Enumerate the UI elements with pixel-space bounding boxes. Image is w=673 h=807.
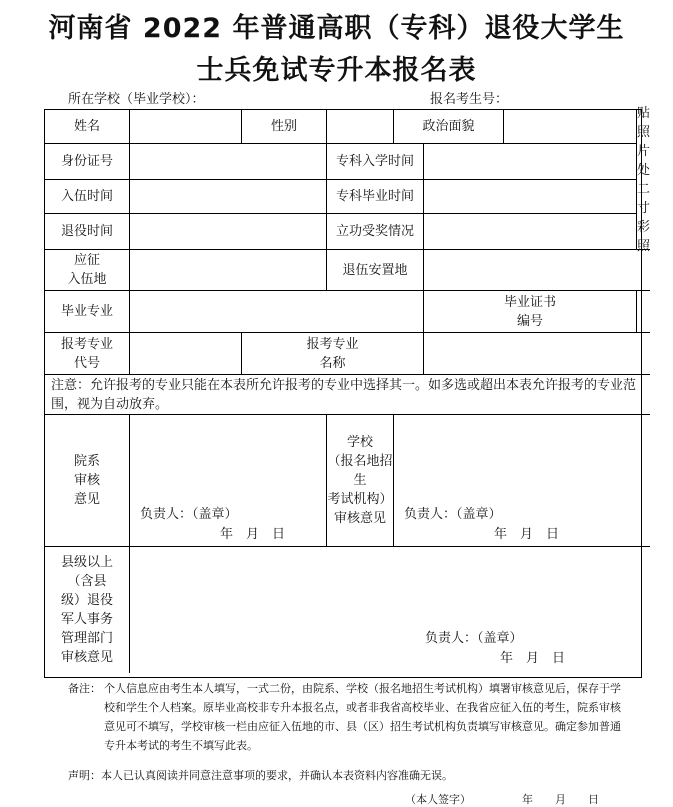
remarks-label: 备注： (68, 682, 101, 695)
county-responsible: 负责人：（盖章） (425, 631, 523, 646)
apply-major-code-label: 报考专业 代号 (45, 333, 130, 375)
school-review-field[interactable] (394, 415, 650, 547)
declaration-text: 声明：本人已认真阅读并同意注意事项的要求，并确认本表资料内容准确无误。 (68, 769, 453, 782)
department-review-label: 院系 审核 意见 (45, 415, 130, 547)
resettlement-place-label: 退伍安置地 (327, 250, 424, 291)
signature-label: （本人签字） (405, 793, 471, 806)
department-responsible: 负责人：（盖章） (140, 507, 238, 522)
id-number-field[interactable] (130, 144, 327, 180)
gender-field[interactable] (327, 110, 394, 144)
name-field[interactable] (130, 110, 242, 144)
graduation-major-label: 毕业专业 (45, 291, 130, 333)
school-date: 年 月 日 (494, 527, 560, 542)
school-responsible: 负责人：（盖章） (404, 507, 502, 522)
note-text: 注意：允许报考的专业只能在本表所允许报考的专业中选择其一。如多选或超出本表允许报考的专业范围，视为自动放弃。 (45, 375, 650, 415)
college-graduation-time-field[interactable] (424, 180, 637, 214)
county-review-field[interactable] (130, 547, 650, 673)
apply-major-name-field[interactable] (424, 333, 650, 375)
school-label: 所在学校（毕业学校）： (68, 92, 205, 107)
resettlement-place-field[interactable] (424, 250, 650, 291)
department-review-field[interactable] (130, 415, 327, 547)
graduation-major-field[interactable] (130, 291, 424, 333)
college-entry-time-field[interactable] (424, 144, 637, 180)
exam-number-label: 报名考生号： (430, 92, 509, 107)
form-title-line2: 士兵免试专升本报名表 (196, 55, 477, 86)
college-entry-time-label: 专科入学时间 (327, 144, 424, 180)
declaration-date: 年 月 日 (522, 793, 599, 806)
diploma-number-field[interactable] (637, 291, 650, 333)
department-date: 年 月 日 (220, 527, 286, 542)
county-date: 年 月 日 (500, 651, 566, 666)
discharge-time-field[interactable] (130, 214, 327, 250)
school-review-label: 学校 （报名地招生 考试机构） 审核意见 (327, 415, 394, 547)
diploma-number-label: 毕业证书 编号 (424, 291, 637, 333)
form-title-line1: 河南省 2022 年普通高职（专科）退役大学生 (48, 13, 625, 44)
gender-label: 性别 (242, 110, 327, 144)
awards-field[interactable] (424, 214, 637, 250)
enlist-time-field[interactable] (130, 180, 327, 214)
remarks (68, 679, 628, 755)
awards-label: 立功受奖情况 (327, 214, 424, 250)
registration-table (44, 105, 651, 678)
name-label: 姓名 (45, 110, 130, 144)
discharge-time-label: 退役时间 (45, 214, 130, 250)
college-graduation-time-label: 专科毕业时间 (327, 180, 424, 214)
political-status-field[interactable] (504, 110, 637, 144)
enlist-time-label: 入伍时间 (45, 180, 130, 214)
political-status-label: 政治面貌 (394, 110, 504, 144)
apply-major-code-field[interactable] (130, 333, 242, 375)
enlist-place-label: 应征 入伍地 (45, 250, 130, 291)
apply-major-name-label: 报考专业 名称 (242, 333, 424, 375)
id-number-label: 身份证号 (45, 144, 130, 180)
photo-box: 贴照片处 二寸彩照 (637, 105, 651, 254)
remarks-text: 个人信息应由考生本人填写，一式二份，由院系、学校（报名地招生考试机构）填署审核意见后，保存于学校和学生个人档案。原毕业高校非专升本报名点，或者非我省高校毕业、在我省应征入伍的考生，院系审核意见可不填写，学校审核一栏由应征入伍地的市、县（区）招生考试机构负责填写审核意见。确定参加普通专升本考试的考生不填写此表。 (104, 682, 621, 752)
enlist-place-field[interactable] (130, 250, 327, 291)
county-review-label: 县级以上 （含县 级）退役 军人事务 管理部门 审核意见 (45, 547, 130, 673)
